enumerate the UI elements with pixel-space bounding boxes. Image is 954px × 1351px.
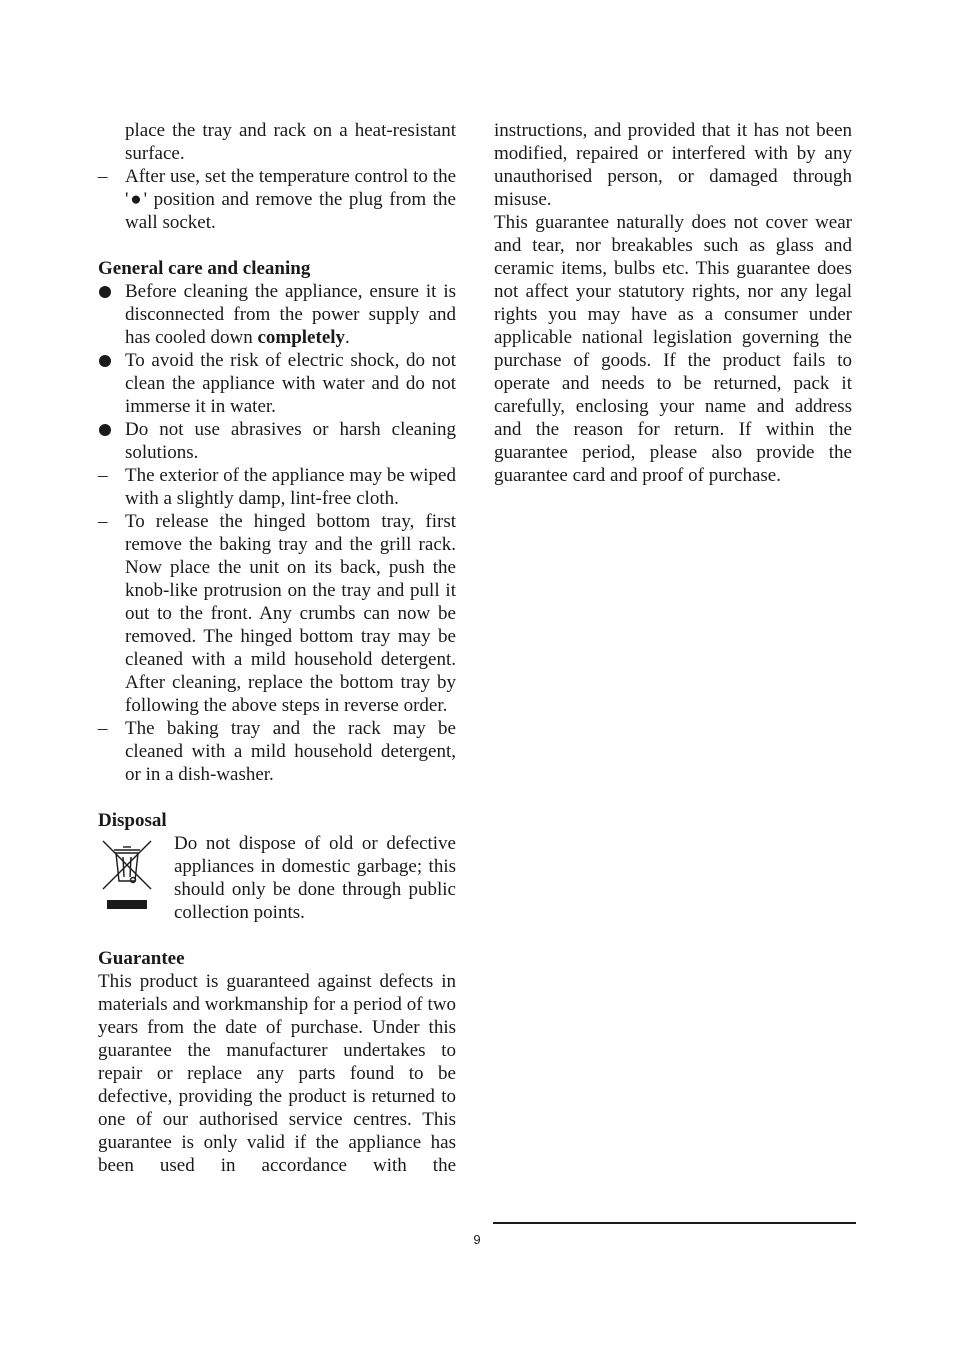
bullet-icon <box>99 355 111 367</box>
position-dot-symbol: ● <box>128 189 144 210</box>
guarantee-continued: instructions, and provided that it has not been modified, repaired or interfered with by any unauthorised person, or damaged through misuse. <box>494 120 852 210</box>
disposal-text: Do not dispose of old or defective appliances in domestic garbage; this should only be done through public collection points. <box>174 833 456 923</box>
bullet-icon <box>99 286 111 298</box>
page-number: 9 <box>473 1232 481 1247</box>
after-use-text-end: ' position and remove the plug from the wall socket. <box>125 189 456 233</box>
left-column <box>98 119 456 1177</box>
footer-rule <box>493 1222 856 1224</box>
dash-marker: – <box>98 511 108 532</box>
list-item-bullet <box>98 280 456 349</box>
bold-emphasis: completely <box>257 327 346 348</box>
list-item-bullet <box>98 418 456 464</box>
list-item-dash <box>98 464 456 510</box>
after-use-text-start: After use, set the temperature control to the ' <box>125 166 456 210</box>
dash-marker: – <box>98 465 108 486</box>
dash-marker: – <box>98 718 108 739</box>
dash-text: To release the hinged bottom tray, first remove the baking tray and the grill rack. Now place the unit on its back, push the knob-like protrusion on the tray and pull it out to the front. Any crumbs can now be removed. The hinged bottom tray may be cleaned with a mild household detergent. After cleaning, replace the bottom tray by following the above steps in reverse order. <box>125 511 456 716</box>
list-item-dash <box>98 717 456 786</box>
disposal-section <box>98 832 456 924</box>
bullet-icon <box>99 424 111 436</box>
continued-paragraph: place the tray and rack on a heat-resistant surface. <box>125 120 456 164</box>
bullet-text: To avoid the risk of electric shock, do not clean the appliance with water and do not immerse it in water. <box>125 350 456 417</box>
guarantee-coverage: This guarantee naturally does not cover wear and tear, nor breakables such as glass and ceramic items, bulbs etc. This guarantee does not affect your statutory rights, nor any legal rights you may have as a consumer under applicable national legislation governing the purchase of goods. If the product fails to operate and needs to be returned, pack it carefully, enclosing your name and address and the reason for return. If within the guarantee period, please also provide the guarantee card and proof of purchase. <box>494 212 852 486</box>
guarantee-text: This product is guaranteed against defects in materials and workmanship for a period of two years from the date of purchase. Under this guarantee the manufacturer undertakes to repair or replace any parts found to be defective, providing the product is returned to one of our authorised service centres. This guarantee is only valid if the appliance has been used in accordance with the <box>98 971 456 1176</box>
guarantee-heading: Guarantee <box>98 948 185 969</box>
dash-marker: – <box>98 166 108 187</box>
list-item-after-use <box>98 165 456 234</box>
list-item-bullet <box>98 349 456 418</box>
care-heading: General care and cleaning <box>98 258 311 279</box>
crossed-out-wheelie-bin-icon <box>102 837 152 911</box>
bullet-text: Do not use abrasives or harsh cleaning solutions. <box>125 419 456 463</box>
disposal-heading: Disposal <box>98 810 167 831</box>
bullet-text-end: . <box>345 327 350 348</box>
right-column <box>494 119 852 487</box>
list-item-dash <box>98 510 456 717</box>
dash-text: The baking tray and the rack may be cleaned with a mild household detergent, or in a dish-washer. <box>125 718 456 785</box>
dash-text: The exterior of the appliance may be wiped with a slightly damp, lint-free cloth. <box>125 465 456 509</box>
bullet-text: Before cleaning the appliance, ensure it is disconnected from the power supply and has cooled down <box>125 281 456 348</box>
